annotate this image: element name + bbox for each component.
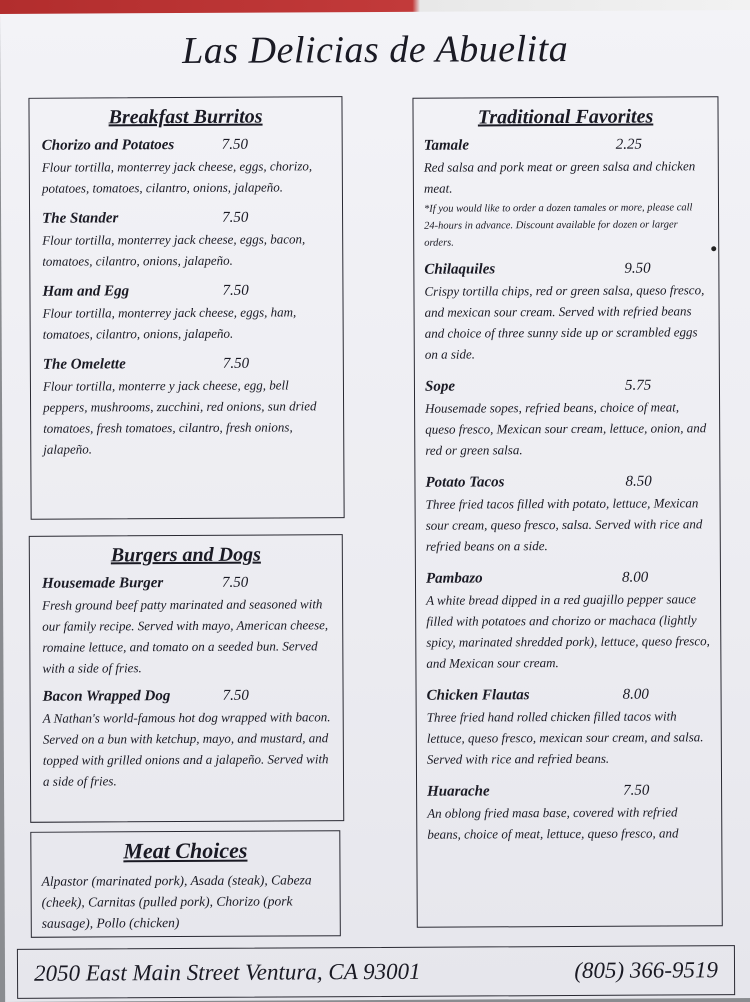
menu-item [42, 574, 331, 679]
item-price: 2.25 [615, 136, 642, 153]
item-description: Housemade sopes, refried beans, choice of meat, queso fresco, Mexican sour cream, lettuce, onion, and red or green salsa. [425, 399, 707, 458]
item-price: 7.50 [221, 574, 249, 591]
section-heading: Traditional Favorites [477, 105, 654, 129]
meat-choices-section [30, 830, 341, 938]
item-description: Flour tortilla, monterrey jack cheese, eggs, chorizo, potatoes, tomatoes, cilantro, onions, jalapeño. [41, 158, 313, 196]
menu-page [0, 10, 750, 1002]
item-name: Potato Tacos [425, 474, 505, 491]
menu-item [424, 136, 709, 251]
section-heading: Burgers and Dogs [110, 543, 261, 567]
menu-item [427, 686, 711, 769]
menu-item [42, 209, 330, 272]
item-name: The Omelette [42, 356, 126, 373]
item-price: 8.50 [625, 473, 652, 490]
item-price: 7.50 [222, 209, 249, 226]
menu-item [425, 473, 709, 556]
item-name: Pambazo [425, 570, 483, 587]
menu-item [43, 687, 332, 792]
item-name: Huarache [427, 783, 490, 800]
item-price: 7.50 [623, 782, 650, 799]
item-name: Chicken Flautas [426, 687, 530, 704]
item-price: 9.50 [624, 260, 651, 277]
item-note: *If you would like to order a dozen tamales or more, please call 24-hours in advance. Discount available for dozen or larger orders. [424, 202, 693, 249]
item-price: 5.75 [624, 377, 652, 394]
section-heading: Meat Choices [123, 837, 248, 864]
item-price: 7.50 [222, 355, 250, 372]
traditional-favorites-section [412, 96, 722, 928]
menu-item [42, 136, 330, 199]
menu-item [424, 260, 709, 364]
item-description: A white bread dipped in a red guajillo pepper sauce filled with potatoes and chorizo or machaca (lightly spicy, marinated shredded pork), lettuce, queso fresco, and Mexican sour cream. [426, 591, 710, 671]
item-name: Tamale [423, 137, 470, 154]
item-price: 7.50 [221, 136, 248, 153]
item-name: Ham and Egg [42, 283, 130, 300]
menu-item [425, 377, 709, 460]
item-name: The Stander [42, 210, 119, 227]
contact-footer [17, 945, 735, 999]
item-description: Red salsa and pork meat or green salsa and chicken meat. [423, 158, 696, 196]
menu-item [427, 782, 711, 844]
address: 2050 East Main Street Ventura, CA 93001 [33, 958, 421, 986]
item-price: 7.50 [222, 282, 249, 299]
item-name: Sope [424, 378, 456, 395]
item-description: Crispy tortilla chips, red or green salsa, queso fresco, and mexican sour cream. Served with refried beans and choice of three sunny side up or scrambled eggs on a side. [424, 282, 705, 362]
item-description: Fresh ground beef patty marinated and seasoned with our family recipe. Served with mayo, American cheese, romaine lettuce, and tomato on a seeded bun. Served with a side of fries. [42, 596, 329, 676]
item-name: Chorizo and Potatoes [41, 137, 175, 154]
item-price: 7.50 [222, 687, 249, 704]
item-name: Bacon Wrapped Dog [42, 688, 171, 705]
ink-dot [711, 246, 716, 251]
item-description: Flour tortilla, monterre y jack cheese, egg, bell peppers, mushrooms, zucchini, red onions, sun dried tomatoes, fresh tomatoes, cilantro, fresh onions, jalapeño. [42, 377, 317, 457]
item-description: Three fried hand rolled chicken filled tacos with lettuce, queso fresco, mexican sour cream, and salsa. Served with rice and refried beans. [426, 708, 704, 767]
burgers-and-dogs-section [29, 534, 344, 823]
item-description: A Nathan's world-famous hot dog wrapped with bacon. Served on a bun with ketchup, mayo, and mustard, and topped with grilled onions and a jalapeño. Served with a side of fries. [42, 709, 331, 789]
phone-number: (805) 366-9519 [574, 957, 719, 983]
menu-item [43, 355, 332, 460]
item-price: 8.00 [622, 686, 649, 703]
restaurant-title: Las Delicias de Abuelita [182, 27, 569, 73]
item-description: Flour tortilla, monterrey jack cheese, eggs, bacon, tomatoes, cilantro, onions, jalapeño. [42, 231, 306, 269]
meat-choices-text: Alpastor (marinated pork), Asada (steak), Cabeza (cheek), Carnitas (pulled pork), Chorizo (pork sausage), Pollo (chicken) [41, 872, 312, 931]
item-price: 8.00 [621, 569, 649, 586]
item-description: An oblong fried masa base, covered with refried beans, choice of meat, lettuce, queso fresco, and [427, 804, 679, 842]
section-heading: Breakfast Burritos [108, 105, 263, 129]
item-description: Three fried tacos filled with potato, lettuce, Mexican sour cream, queso fresco, salsa. Served with rice and refried beans on a side. [425, 495, 703, 554]
item-description: Flour tortilla, monterrey jack cheese, eggs, ham, tomatoes, cilantro, onions, jalapeño. [42, 304, 297, 342]
breakfast-burritos-section [28, 96, 344, 520]
item-name: Housemade Burger [41, 575, 164, 592]
item-name: Chilaquiles [424, 261, 496, 278]
menu-item [42, 282, 330, 345]
menu-item [426, 569, 711, 673]
